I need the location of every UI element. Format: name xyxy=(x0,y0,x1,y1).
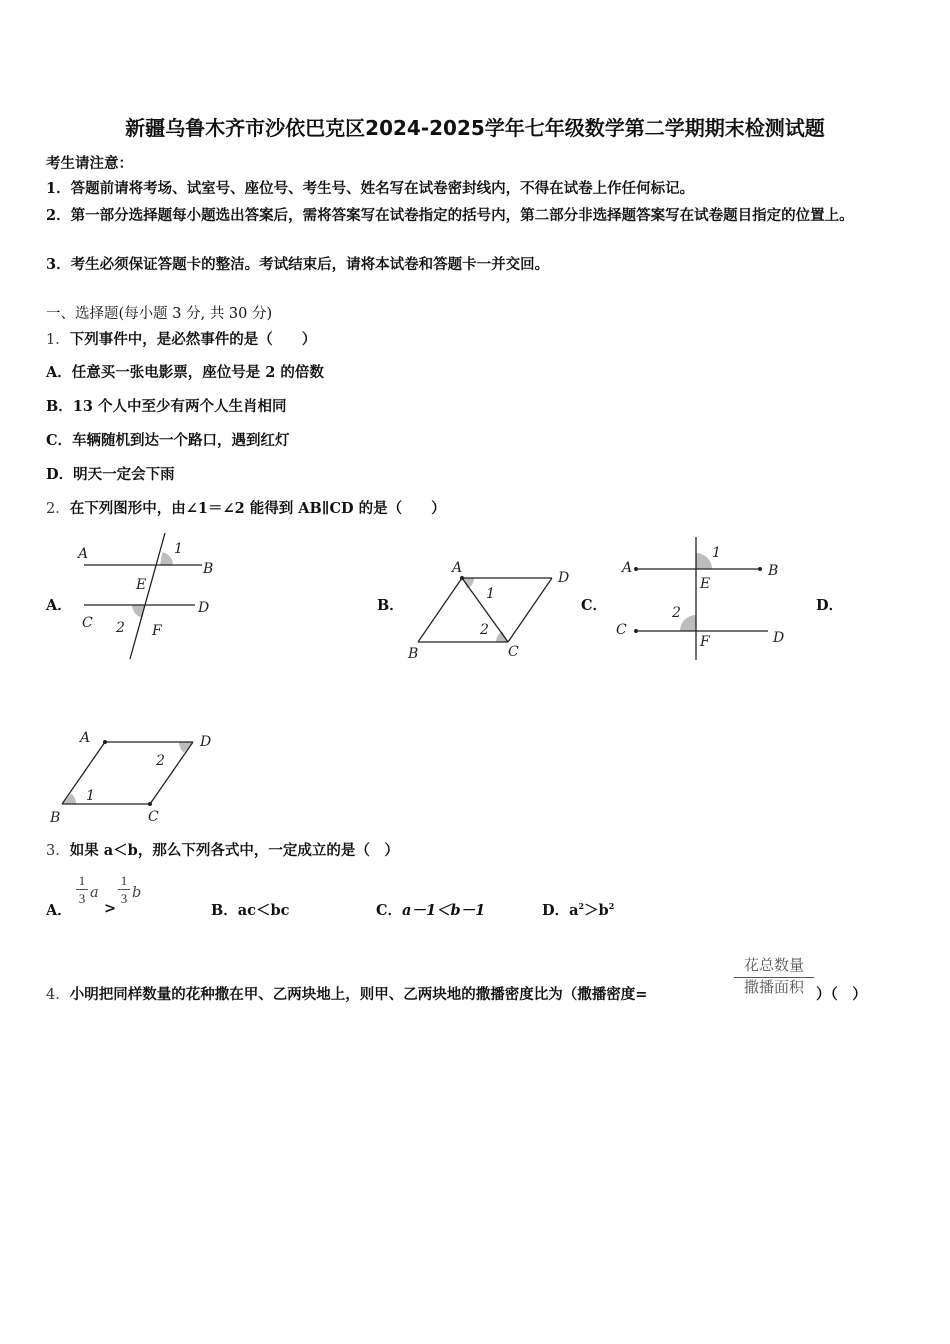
q2-option-b-label: B． xyxy=(377,597,404,614)
label-D: D xyxy=(198,600,210,616)
label-E: E xyxy=(700,576,711,592)
q2-option-d-label: D． xyxy=(816,597,844,614)
label-angle-1: 1 xyxy=(174,541,183,557)
figure-a xyxy=(70,528,230,664)
label-C: C xyxy=(508,644,519,660)
question-2 xyxy=(46,497,446,518)
q3-gt-sign: > xyxy=(104,900,117,917)
angle-1-shade xyxy=(160,552,173,565)
question-3 xyxy=(46,839,399,860)
question-stem: 小明把同样数量的花种撒在甲、乙两块地上，则甲、乙两块地的撒播密度比为（撒播密度= xyxy=(69,986,648,1003)
q3-option-b: B．ac＜bc xyxy=(211,902,290,919)
label-B: B xyxy=(408,646,419,662)
q4-tail: ）（ ） xyxy=(816,986,867,1003)
label-A: A xyxy=(78,546,89,562)
q1-option-c: C．车辆随机到达一个路口，遇到红灯 xyxy=(46,432,290,449)
label-C: C xyxy=(616,622,627,638)
question-1 xyxy=(46,328,316,349)
q3-var-b: b xyxy=(132,885,142,901)
q3-frac-right: 1 3 xyxy=(118,873,130,906)
label-D: D xyxy=(558,570,570,586)
question-stem: 如果 a＜b，那么下列各式中，一定成立的是（ ） xyxy=(69,842,399,859)
angle-2-shade xyxy=(680,615,696,631)
figure-d xyxy=(40,724,230,828)
q1-option-b: B．13 个人中至少有两个人生肖相同 xyxy=(46,398,287,415)
label-D: D xyxy=(773,630,785,646)
label-B: B xyxy=(50,810,61,826)
q3-option-d xyxy=(542,899,614,920)
label-angle-1: 1 xyxy=(712,545,721,561)
label-angle-1: 1 xyxy=(486,586,495,602)
q2-option-c-label: C． xyxy=(581,597,608,614)
section-heading: 一、选择题(每小题 3 分, 共 30 分) xyxy=(46,306,273,322)
q3-frac-left: 1 3 xyxy=(76,873,88,906)
q3-option-c-expr: a－1＜b－1 xyxy=(402,902,486,919)
q3-option-d-gt: ＞b xyxy=(584,902,609,919)
label-A: A xyxy=(452,560,463,576)
label-A: A xyxy=(622,560,633,576)
notice-heading: 考生请注意： xyxy=(46,155,133,172)
q3-option-a-label: A． xyxy=(46,902,72,919)
label-D: D xyxy=(200,734,212,750)
question-number: 1． xyxy=(46,332,70,348)
notice-item-3: 3．考生必须保证答题卡的整洁。考试结束后，请将本试卷和答题卡一并交回。 xyxy=(46,256,550,273)
label-angle-2: 2 xyxy=(116,620,125,636)
page-title: 新疆乌鲁木齐市沙依巴克区2024-2025学年七年级数学第二学期期末检测试题 xyxy=(125,116,825,140)
q2-option-a-label: A． xyxy=(46,597,72,614)
label-F: F xyxy=(700,634,710,650)
question-number: 4． xyxy=(46,987,70,1003)
q3-sup-a: 2 xyxy=(578,901,585,912)
label-angle-2: 2 xyxy=(156,753,165,769)
label-C: C xyxy=(82,615,93,631)
question-number: 3． xyxy=(46,843,70,859)
q4-density-fraction: 花总数量 撒播面积 xyxy=(734,957,814,998)
q3-var-a: a xyxy=(90,885,99,901)
q1-option-d: D．明天一定会下雨 xyxy=(46,466,175,483)
q3-option-c-label: C． xyxy=(376,902,403,919)
label-C: C xyxy=(148,809,159,825)
question-stem: 在下列图形中，由∠1＝∠2 能得到 AB∥CD 的是（ ） xyxy=(69,500,446,517)
question-4 xyxy=(46,983,647,1004)
label-B: B xyxy=(203,561,214,577)
label-angle-1: 1 xyxy=(86,788,95,804)
figure-c xyxy=(610,535,795,663)
figure-b xyxy=(400,558,585,668)
label-angle-2: 2 xyxy=(672,605,681,621)
q3-option-d-label: D．a xyxy=(542,902,579,919)
label-E: E xyxy=(136,577,147,593)
q1-option-a: A．任意买一张电影票，座位号是 2 的倍数 xyxy=(46,364,324,381)
label-angle-2: 2 xyxy=(480,622,489,638)
question-stem: 下列事件中，是必然事件的是（ ） xyxy=(69,331,317,348)
question-number: 2． xyxy=(46,501,70,517)
notice-item-2: 2．第一部分选择题每小题选出答案后，需将答案写在试卷指定的括号内，第二部分非选择题答案写在试卷题目指定的位置上。 xyxy=(46,207,854,224)
label-B: B xyxy=(768,563,779,579)
notice-item-1: 1．答题前请将考场、试室号、座位号、考生号、姓名写在试卷密封线内，不得在试卷上作任何标记。 xyxy=(46,180,695,197)
label-A: A xyxy=(80,730,91,746)
q3-option-c xyxy=(376,899,485,920)
q3-sup-b: 2 xyxy=(608,901,615,912)
angle-1-shade xyxy=(696,553,712,569)
label-F: F xyxy=(152,623,162,639)
